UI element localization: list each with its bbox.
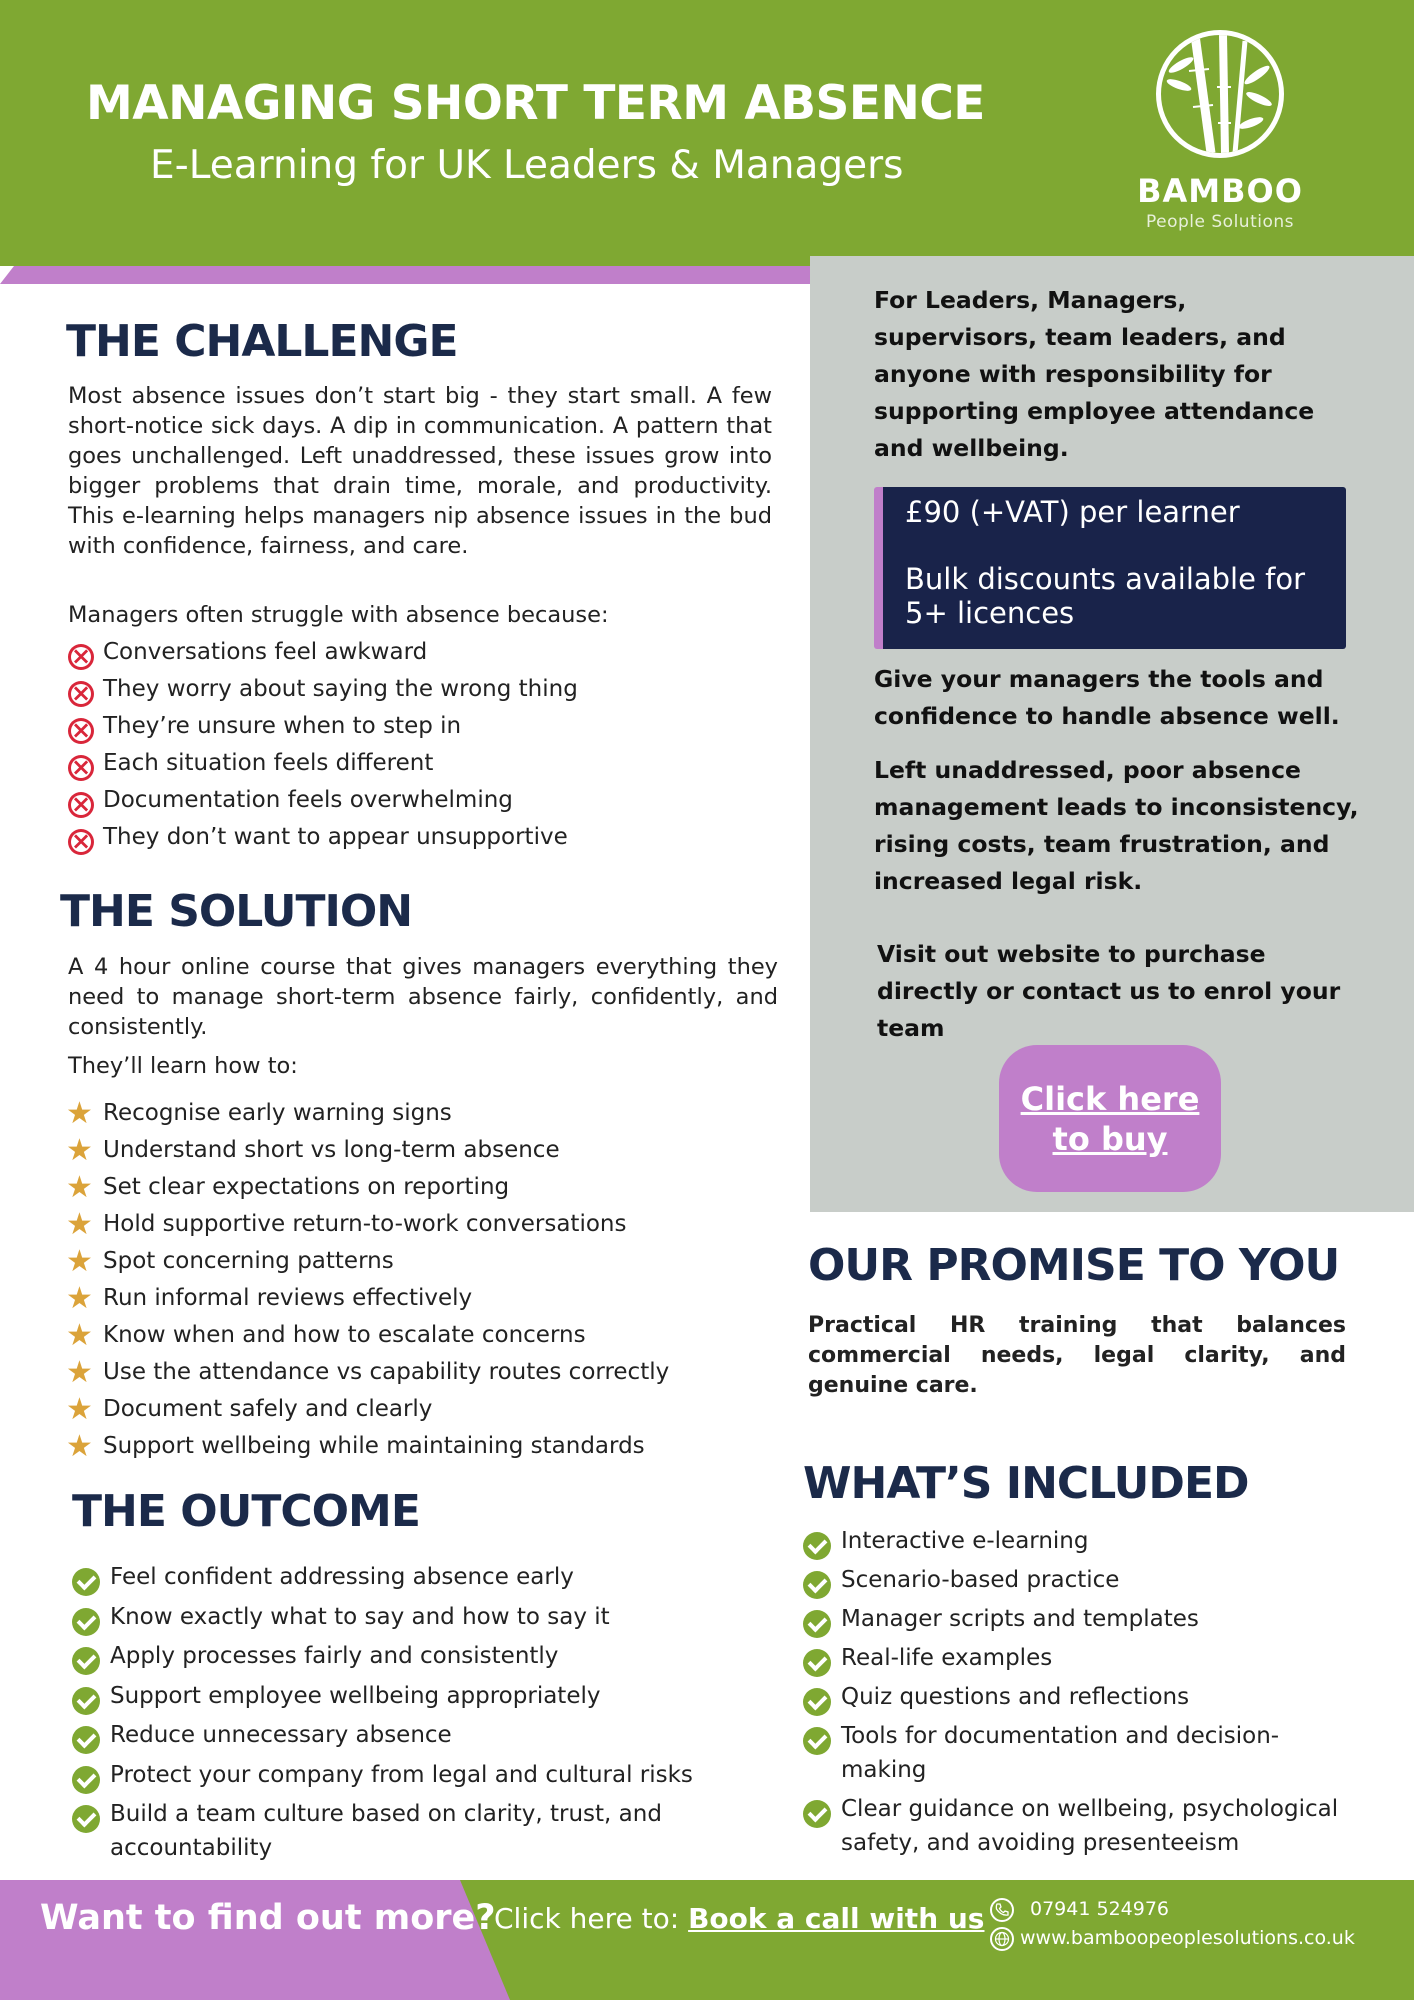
solution-intro: They’ll learn how to: bbox=[68, 1053, 298, 1079]
list-item bbox=[803, 1645, 1338, 1684]
check-circle-icon bbox=[803, 1800, 831, 1828]
list-item-text: Each situation feels different bbox=[103, 750, 434, 776]
list-item-text: accountability bbox=[110, 1835, 273, 1861]
page-subtitle: E-Learning for UK Leaders & Managers bbox=[150, 143, 904, 188]
list-item-text: Reduce unnecessary absence bbox=[110, 1722, 452, 1748]
star-icon: ★ bbox=[66, 1429, 93, 1464]
check-circle-icon bbox=[803, 1571, 831, 1599]
list-item bbox=[68, 824, 578, 861]
phone-number[interactable]: 07941 524976 bbox=[1030, 1898, 1170, 1920]
list-item-text: Use the attendance vs capability routes correctly bbox=[103, 1359, 670, 1385]
list-item bbox=[66, 1429, 669, 1470]
page-title: MANAGING SHORT TERM ABSENCE bbox=[86, 76, 985, 131]
list-item bbox=[72, 1564, 693, 1604]
book-call-link[interactable]: Book a call with us bbox=[688, 1902, 985, 1935]
list-item bbox=[803, 1528, 1338, 1567]
star-icon: ★ bbox=[66, 1355, 93, 1390]
list-item-text: Set clear expectations on reporting bbox=[103, 1174, 510, 1200]
challenge-paragraph: Most absence issues don’t start big - they start small. A few short-notice sick days. A dip in communication. A pattern that goes unchallenged. Left unaddressed, these issues grow into bigger problems that drain time, morale, and productivity. This e-learning helps managers nip absence issues in the bud with confidence, fairness, and care. bbox=[68, 383, 772, 559]
list-item bbox=[72, 1762, 693, 1802]
list-item-text: Conversations feel awkward bbox=[103, 639, 428, 665]
list-item-text: Document safely and clearly bbox=[103, 1396, 433, 1422]
list-item bbox=[68, 639, 578, 676]
list-item bbox=[803, 1684, 1338, 1723]
list-item bbox=[72, 1722, 693, 1762]
outcome-list bbox=[72, 1564, 693, 1869]
star-icon: ★ bbox=[66, 1133, 93, 1168]
check-circle-icon bbox=[803, 1688, 831, 1716]
tools-text: Give your managers the tools and confidence to handle absence well. bbox=[874, 665, 1340, 730]
list-item bbox=[66, 1170, 669, 1211]
accent-stripe bbox=[0, 266, 810, 284]
check-circle-icon bbox=[72, 1726, 100, 1754]
list-item bbox=[72, 1604, 693, 1644]
list-item bbox=[68, 676, 578, 713]
check-circle-icon bbox=[72, 1805, 100, 1833]
included-list bbox=[803, 1528, 1338, 1864]
list-item-text: Apply processes fairly and consistently bbox=[110, 1643, 559, 1669]
phone-icon bbox=[990, 1898, 1014, 1922]
promise-heading: OUR PROMISE TO YOU bbox=[808, 1240, 1340, 1291]
list-item-text: Support wellbeing while maintaining standards bbox=[103, 1433, 645, 1459]
list-item-text: Run informal reviews effectively bbox=[103, 1285, 473, 1311]
star-icon: ★ bbox=[66, 1244, 93, 1279]
star-icon: ★ bbox=[66, 1207, 93, 1242]
cross-circle-icon bbox=[68, 718, 94, 744]
bamboo-logo-icon bbox=[1156, 30, 1284, 158]
check-circle-icon bbox=[803, 1649, 831, 1677]
check-circle-icon bbox=[803, 1727, 831, 1755]
list-item-text: Interactive e-learning bbox=[841, 1528, 1089, 1554]
check-circle-icon bbox=[72, 1687, 100, 1715]
list-item-text: Scenario-based practice bbox=[841, 1567, 1120, 1593]
list-item bbox=[803, 1567, 1338, 1606]
star-icon: ★ bbox=[66, 1281, 93, 1316]
list-item bbox=[66, 1318, 669, 1359]
list-item-text: Real-life examples bbox=[841, 1645, 1053, 1671]
list-item bbox=[803, 1606, 1338, 1645]
list-item bbox=[66, 1281, 669, 1322]
risk-text: Left unaddressed, poor absence management leads to inconsistency, rising costs, team frustration, and increased legal risk. bbox=[874, 756, 1359, 895]
list-item-continuation bbox=[72, 1835, 693, 1869]
list-item bbox=[66, 1133, 669, 1174]
buy-button[interactable]: Click here to buy bbox=[999, 1045, 1221, 1192]
challenge-intro: Managers often struggle with absence because: bbox=[68, 602, 609, 628]
challenge-list bbox=[68, 639, 578, 861]
check-circle-icon bbox=[803, 1610, 831, 1638]
star-icon: ★ bbox=[66, 1096, 93, 1131]
cross-circle-icon bbox=[68, 792, 94, 818]
list-item-text: Spot concerning patterns bbox=[103, 1248, 394, 1274]
cross-circle-icon bbox=[68, 755, 94, 781]
list-item bbox=[68, 787, 578, 824]
list-item bbox=[72, 1801, 693, 1835]
list-item bbox=[66, 1392, 669, 1433]
list-item bbox=[68, 750, 578, 787]
list-item-text: Support employee wellbeing appropriately bbox=[110, 1682, 601, 1709]
check-circle-icon bbox=[72, 1608, 100, 1636]
list-item-text: They’re unsure when to step in bbox=[103, 713, 462, 739]
list-item bbox=[66, 1096, 669, 1137]
list-item-continuation bbox=[803, 1757, 1338, 1796]
visit-text: Visit out website to purchase directly or contact us to enrol your team bbox=[877, 940, 1341, 1042]
list-item bbox=[72, 1643, 693, 1683]
price-box bbox=[874, 487, 1346, 649]
check-circle-icon bbox=[72, 1766, 100, 1794]
bulk-discount-text: Bulk discounts available for 5+ licences bbox=[905, 562, 1306, 630]
audience-text: For Leaders, Managers, supervisors, team leaders, and anyone with responsibility for supporting employee attendance and wellbeing. bbox=[874, 286, 1315, 462]
list-item-text: Hold supportive return-to-work conversations bbox=[103, 1211, 627, 1237]
promise-text: Practical HR training that balances commercial needs, legal clarity, and genuine care. bbox=[808, 1313, 1346, 1398]
footer-cta bbox=[494, 1902, 984, 1935]
star-icon: ★ bbox=[66, 1392, 93, 1427]
list-item bbox=[66, 1355, 670, 1396]
list-item-text: Know when and how to escalate concerns bbox=[103, 1322, 586, 1348]
list-item bbox=[803, 1796, 1338, 1830]
star-icon: ★ bbox=[66, 1170, 93, 1205]
list-item-text: They don’t want to appear unsupportive bbox=[103, 824, 568, 850]
list-item bbox=[66, 1244, 669, 1285]
cross-circle-icon bbox=[68, 644, 94, 670]
solution-list bbox=[66, 1096, 670, 1470]
list-item-text: safety, and avoiding presenteeism bbox=[841, 1830, 1240, 1856]
solution-heading: THE SOLUTION bbox=[60, 886, 413, 937]
list-item-text: Manager scripts and templates bbox=[841, 1606, 1199, 1632]
cross-circle-icon bbox=[68, 681, 94, 707]
list-item bbox=[66, 1207, 669, 1248]
globe-icon bbox=[990, 1927, 1014, 1951]
list-item bbox=[68, 713, 578, 750]
website-link[interactable]: www.bamboopeoplesolutions.co.uk bbox=[1020, 1927, 1355, 1949]
list-item-text: Documentation feels overwhelming bbox=[103, 787, 513, 813]
list-item-text: making bbox=[841, 1757, 927, 1783]
list-item-text: Understand short vs long-term absence bbox=[103, 1137, 560, 1163]
check-circle-icon bbox=[72, 1568, 100, 1596]
list-item bbox=[72, 1683, 693, 1723]
solution-paragraph: A 4 hour online course that gives managers everything they need to manage short-term absence fairly, confidently, and consistently. bbox=[68, 954, 778, 1040]
list-item-text: Clear guidance on wellbeing, psychological bbox=[841, 1796, 1339, 1822]
list-item-text: They worry about saying the wrong thing bbox=[103, 676, 578, 702]
logo-tagline: People Solutions bbox=[1146, 212, 1294, 232]
list-item-text: Protect your company from legal and cultural risks bbox=[110, 1761, 693, 1788]
price-text: £90 (+VAT) per learner bbox=[905, 495, 1240, 529]
list-item-text: Build a team culture based on clarity, trust, and bbox=[110, 1801, 662, 1827]
footer-question: Want to find out more? bbox=[40, 1898, 496, 1938]
list-item bbox=[803, 1723, 1338, 1757]
list-item-continuation bbox=[803, 1830, 1338, 1864]
list-item-text: Quiz questions and reflections bbox=[841, 1684, 1190, 1710]
cross-circle-icon bbox=[68, 829, 94, 855]
bamboo-logo bbox=[1130, 26, 1310, 241]
star-icon: ★ bbox=[66, 1318, 93, 1353]
logo-name: BAMBOO bbox=[1137, 172, 1303, 210]
outcome-heading: THE OUTCOME bbox=[72, 1486, 420, 1537]
included-heading: WHAT’S INCLUDED bbox=[803, 1458, 1249, 1509]
list-item-text: Feel confident addressing absence early bbox=[110, 1564, 574, 1590]
check-circle-icon bbox=[803, 1532, 831, 1560]
footer-cta-prefix: Click here to: bbox=[494, 1902, 680, 1935]
list-item-text: Tools for documentation and decision- bbox=[841, 1723, 1280, 1749]
list-item-text: Know exactly what to say and how to say it bbox=[110, 1603, 610, 1630]
check-circle-icon bbox=[72, 1647, 100, 1675]
list-item-text: Recognise early warning signs bbox=[103, 1100, 452, 1126]
challenge-heading: THE CHALLENGE bbox=[66, 316, 458, 367]
